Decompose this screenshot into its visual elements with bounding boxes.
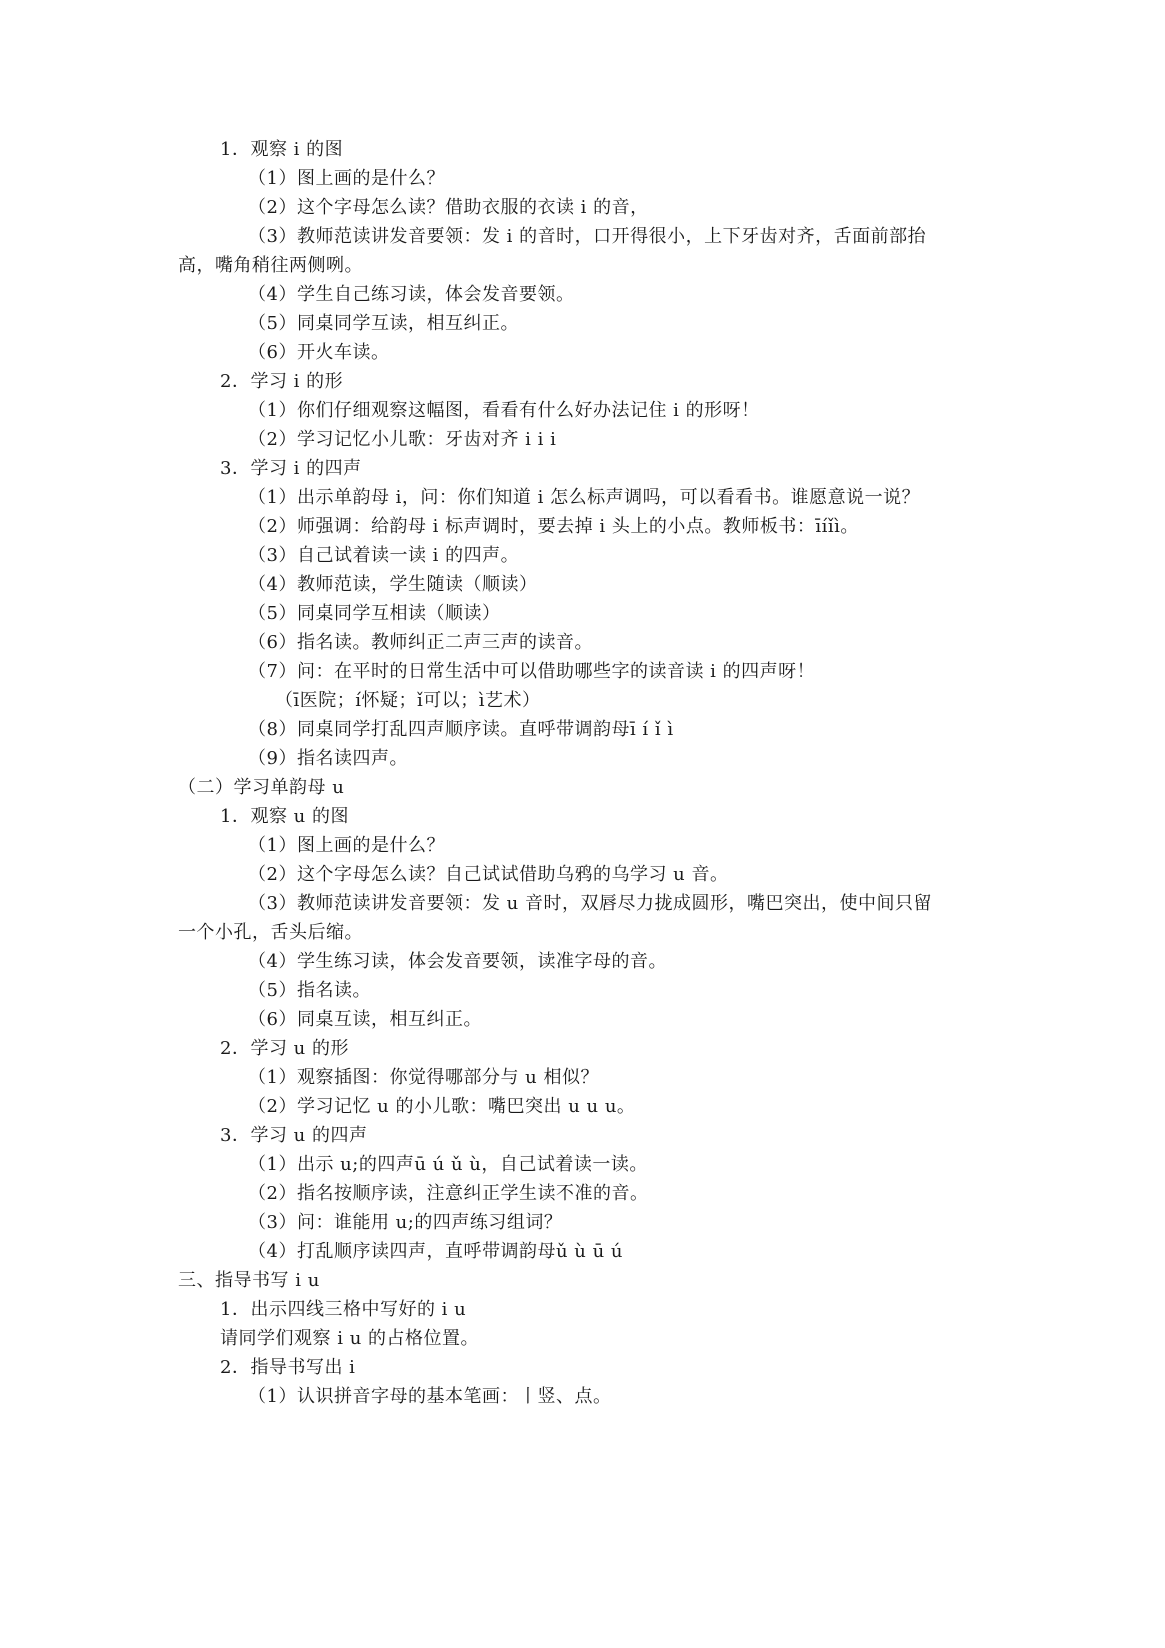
text-line: （8）同桌同学打乱四声顺序读。直呼带调韵母ī í ǐ ì [248,719,674,740]
text-line: （3）自己试着读一读 i 的四声。 [248,545,520,566]
text-line: （2）这个字母怎么读？借助衣服的衣读 i 的音， [248,197,649,218]
text-line: 3．学习 u 的四声 [220,1125,368,1146]
text-line: （1）图上画的是什么？ [248,835,445,856]
text-line: （1）观察插图：你觉得哪部分与 u 相似？ [248,1067,599,1088]
text-line: （3）教师范读讲发音要领：发 u 音时，双唇尽力拢成圆形，嘴巴突出，使中间只留 [248,893,932,914]
text-line: （1）认识拼音字母的基本笔画：丨竖、点。 [248,1386,612,1407]
text-line: 高，嘴角稍往两侧咧。 [178,255,363,276]
text-line: （4）教师范读，学生随读（顺读） [248,574,538,595]
text-line: （4）学生自己练习读，体会发音要领。 [248,284,575,305]
text-line: 请同学们观察 i u 的占格位置。 [220,1328,480,1349]
text-line: （6）同桌互读，相互纠正。 [248,1009,482,1030]
text-line: （2）学习记忆小儿歌：牙齿对齐 i i i [248,429,557,450]
text-line: （1）你们仔细观察这幅图，看看有什么好办法记住 i 的形呀！ [248,400,760,421]
text-line: （4）打乱顺序读四声，直呼带调韵母ǔ ù ū ú [248,1241,623,1262]
text-line: （7）问：在平时的日常生活中可以借助哪些字的读音读 i 的四声呀！ [248,661,816,682]
section-heading: 三、指导书写 i u [178,1270,320,1291]
text-line: （4）学生练习读，体会发音要领，读准字母的音。 [248,951,667,972]
text-line: 1．观察 i 的图 [220,139,344,160]
text-line: （5）指名读。 [248,980,371,1001]
text-line: 3．学习 i 的四声 [220,458,362,479]
text-line: （1）图上画的是什么？ [248,168,445,189]
text-line: （5）同桌同学互相读（顺读） [248,603,501,624]
text-line: （3）教师范读讲发音要领：发 i 的音时，口开得很小，上下牙齿对齐，舌面前部抬 [248,226,927,247]
text-line: （5）同桌同学互读，相互纠正。 [248,313,519,334]
text-line: 1．出示四线三格中写好的 i u [220,1299,467,1320]
text-line: （2）指名按顺序读，注意纠正学生读不准的音。 [248,1183,649,1204]
text-line: （2）这个字母怎么读？自己试试借助乌鸦的乌学习 u 音。 [248,864,729,885]
text-line: （1）出示 u;的四声ū ú ǔ ù，自己试着读一读。 [248,1154,648,1175]
text-line: （6）开火车读。 [248,342,390,363]
text-line: （ī医院；í怀疑；ǐ可以；ì艺术） [275,690,541,711]
text-line: 2．学习 i 的形 [220,371,344,392]
text-line: （9）指名读四声。 [248,748,408,769]
text-line: （2）学习记忆 u 的小儿歌：嘴巴突出 u u u。 [248,1096,636,1117]
text-line: 2．学习 u 的形 [220,1038,349,1059]
text-line: （1）出示单韵母 i，问：你们知道 i 怎么标声调吗，可以看看书。谁愿意说一说？ [248,487,921,508]
text-line: 1．观察 u 的图 [220,806,349,827]
text-line: （3）问：谁能用 u;的四声练习组词？ [248,1212,563,1233]
text-line: 一个小孔，舌头后缩。 [178,922,363,943]
section-heading: （二）学习单韵母 u [178,777,345,798]
text-line: （6）指名读。教师纠正二声三声的读音。 [248,632,593,653]
text-line: 2．指导书写出 i [220,1357,356,1378]
text-line: （2）师强调：给韵母 i 标声调时，要去掉 i 头上的小点。教师板书：īíǐì。 [248,516,859,537]
